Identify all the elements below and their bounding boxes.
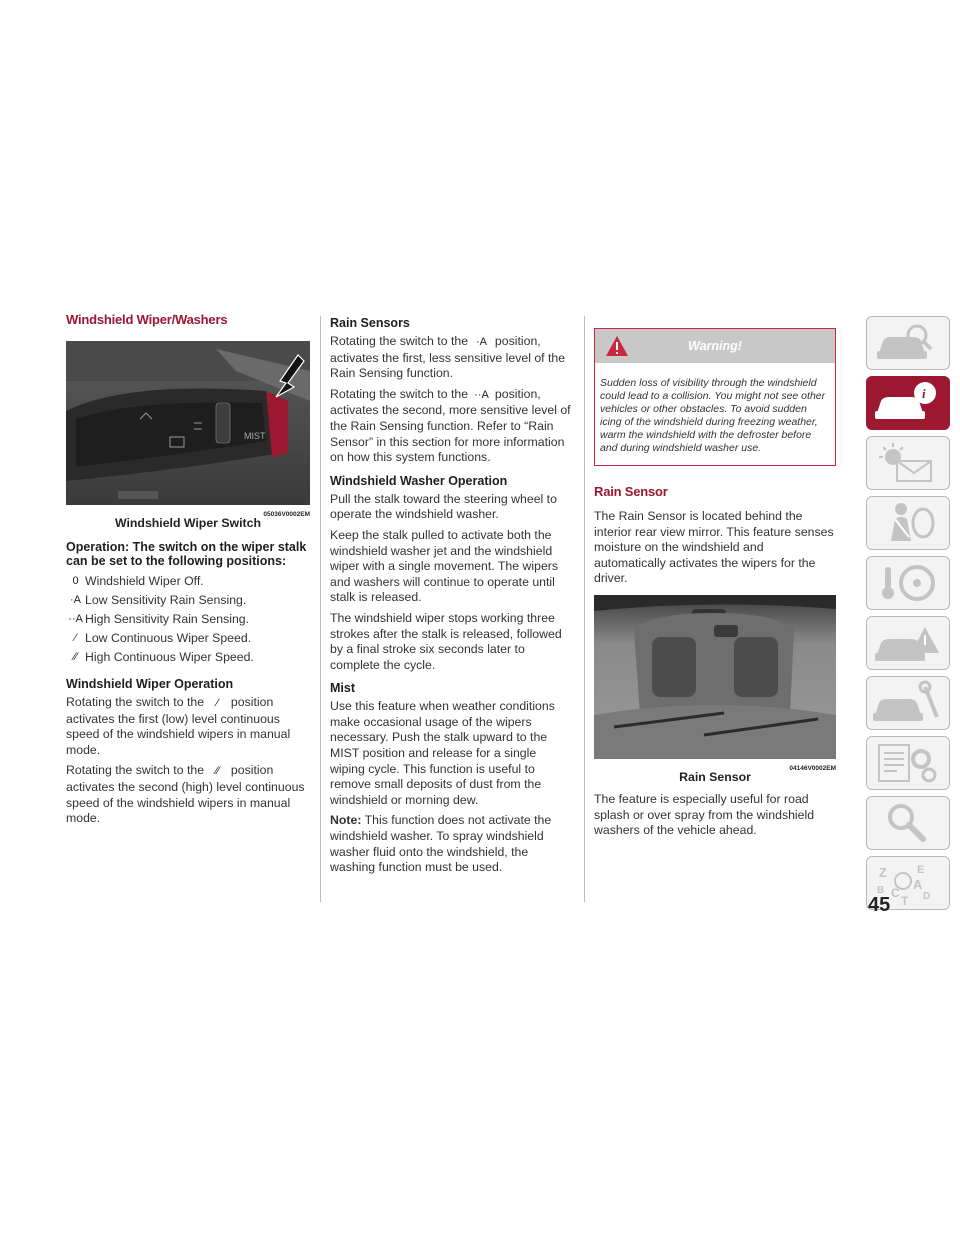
car-emergency-icon: [867, 617, 949, 669]
high-speed-wiper-icon: ⁄⁄: [215, 765, 220, 778]
warning-text: Sudden loss of visibility through the windshield could lead to a collision. You might not see other vehicles or other obstacles. To avoid sudden icing of the windshield during freezing weather, warm the windshield with the defroster before and during windshield washer use.: [600, 377, 826, 454]
high-rain-sensing-icon: ··A: [474, 388, 489, 401]
position-off: 0 Windshield Wiper Off.: [66, 572, 310, 591]
washer-paragraph-2: Keep the stalk pulled to activate both the windshield washer jet and the windshield wiper with a single movement. The wipers and washers will continue to operate until stalk is released.: [330, 527, 559, 605]
rain-sensor-title: Rain Sensor: [594, 484, 668, 499]
warning-title: Warning!: [688, 339, 742, 353]
column-2: [330, 312, 574, 881]
wiper-positions-list: [66, 572, 310, 667]
high-rain-sensing-icon: ··A: [68, 613, 83, 625]
magnifier-icon: [867, 797, 949, 849]
note-label: Note:: [330, 813, 362, 828]
warning-light-message-icon: [867, 437, 949, 489]
position-high-rain: ··A High Sensitivity Rain Sensing.: [66, 610, 310, 629]
position-low-speed: ⁄ Low Continuous Wiper Speed.: [66, 629, 310, 648]
wiper-op-paragraph-1: Rotating the switch to the ⁄ position activates the first (low) level continuous speed of the windshield wipers in manual mode.: [66, 695, 291, 757]
column-3: [594, 328, 836, 844]
chapter-tabs: [866, 316, 948, 916]
low-rain-sensing-icon: ·A: [70, 594, 81, 606]
specifications-gear-icon: [867, 737, 949, 789]
mist-paragraph: Use this feature when weather conditions make occasional usage of the wipers necessary. Push the stalk upward to the MIST position and release for a single wiping cycle. This function is useful to remove small deposits of dust from the windshield or morning dew.: [330, 699, 555, 807]
rain-sensors-paragraph-1: Rotating the switch to the ·A position, activates the first, less sensitive level of the Rain Sensing function.: [330, 334, 566, 381]
position-high-speed: ⁄⁄ High Continuous Wiper Speed.: [66, 648, 310, 667]
key-steering-wheel-icon: [867, 557, 949, 609]
rain-sensor-paragraph-1: The Rain Sensor is located behind the interior rear view mirror. This feature senses moisture on the windshield and automatically activates the wipers for the driver.: [594, 509, 834, 586]
high-speed-wiper-icon: ⁄⁄: [73, 651, 78, 663]
note-paragraph: Note: This function does not activate the windshield washer. To spray windshield washer fluid onto the windshield, the washing function must be used.: [330, 813, 552, 875]
tab-starting-operating[interactable]: [866, 556, 950, 610]
tab-safety[interactable]: [866, 496, 950, 550]
tab-servicing-maintenance[interactable]: [866, 676, 950, 730]
svg-text:T: T: [901, 894, 909, 908]
low-rain-sensing-icon: ·A: [476, 336, 487, 348]
svg-text:E: E: [917, 864, 925, 876]
tab-technical-specifications[interactable]: [866, 736, 950, 790]
washer-paragraph-1: Pull the stalk toward the steering wheel to operate the windshield washer.: [330, 491, 557, 522]
column-1: [66, 312, 310, 832]
warning-header: [595, 329, 835, 363]
svg-text:D: D: [923, 891, 931, 902]
column-divider: [320, 316, 321, 902]
tab-getting-to-know-vehicle[interactable]: [866, 316, 950, 370]
tab-in-case-of-emergency[interactable]: [866, 616, 950, 670]
rain-sensors-heading: Rain Sensors: [330, 316, 410, 330]
page-number: 45: [868, 894, 891, 916]
figure-wiper-switch: [66, 341, 310, 518]
tab-customer-assistance[interactable]: [866, 796, 950, 850]
seatbelt-airbag-icon: [867, 497, 949, 549]
washer-paragraph-3: The windshield wiper stops working three strokes after the stalk is released, followed by a final stroke six seconds later to complete the cycle.: [330, 610, 562, 672]
figure-code: 04146V0002EM: [789, 764, 836, 772]
svg-text:Z: Z: [879, 865, 887, 880]
svg-text:A: A: [913, 877, 923, 892]
rain-sensor-photo: [594, 595, 836, 759]
wiper-off-icon: 0: [72, 575, 79, 587]
section-title-wiper-washers: Windshield Wiper/Washers: [66, 312, 228, 327]
figure-code: 05036V0002EM: [263, 511, 310, 518]
wiper-operation-heading: Windshield Wiper Operation: [66, 677, 234, 691]
rain-sensor-paragraph-2: The feature is especially useful for road splash or over spray from the windshield washers of the vehicle ahead.: [594, 791, 815, 838]
car-info-icon: [867, 377, 949, 429]
figure-caption-rain-sensor: Rain Sensor: [679, 769, 751, 784]
mist-heading: Mist: [330, 681, 355, 696]
car-search-icon: [867, 317, 949, 369]
car-wrench-icon: [867, 677, 949, 729]
tab-getting-to-know-controls[interactable]: [866, 376, 950, 430]
warning-triangle-icon: [605, 335, 629, 357]
rain-sensors-paragraph-2: Rotating the switch to the ··A position, activates the second, more sensitive level of the Rain Sensing function. Refer to “Rain Sensor” in this section for more information on how this system functions.: [330, 386, 571, 465]
figure-caption-wiper-switch: Windshield Wiper Switch: [115, 516, 261, 530]
wiper-switch-photo: [66, 341, 310, 505]
wiper-op-paragraph-2: Rotating the switch to the ⁄⁄ position activates the second (high) level continuous speed of the windshield wipers in manual mode.: [66, 763, 305, 826]
low-speed-wiper-icon: ⁄: [216, 697, 219, 709]
svg-text:C: C: [891, 886, 900, 900]
stalk-mist-label: MIST: [244, 431, 266, 441]
low-speed-wiper-icon: ⁄: [74, 632, 77, 644]
position-low-rain: ·A Low Sensitivity Rain Sensing.: [66, 591, 310, 610]
washer-operation-heading: Windshield Washer Operation: [330, 473, 508, 488]
svg-text:i: i: [922, 386, 926, 401]
tab-instrument-panel[interactable]: [866, 436, 950, 490]
warning-box: [594, 328, 836, 466]
operation-heading: Operation: The switch on the wiper stalk can be set to the following positions:: [66, 540, 307, 568]
column-divider: [584, 316, 585, 902]
svg-text:B: B: [877, 885, 885, 896]
figure-rain-sensor: [594, 595, 836, 772]
